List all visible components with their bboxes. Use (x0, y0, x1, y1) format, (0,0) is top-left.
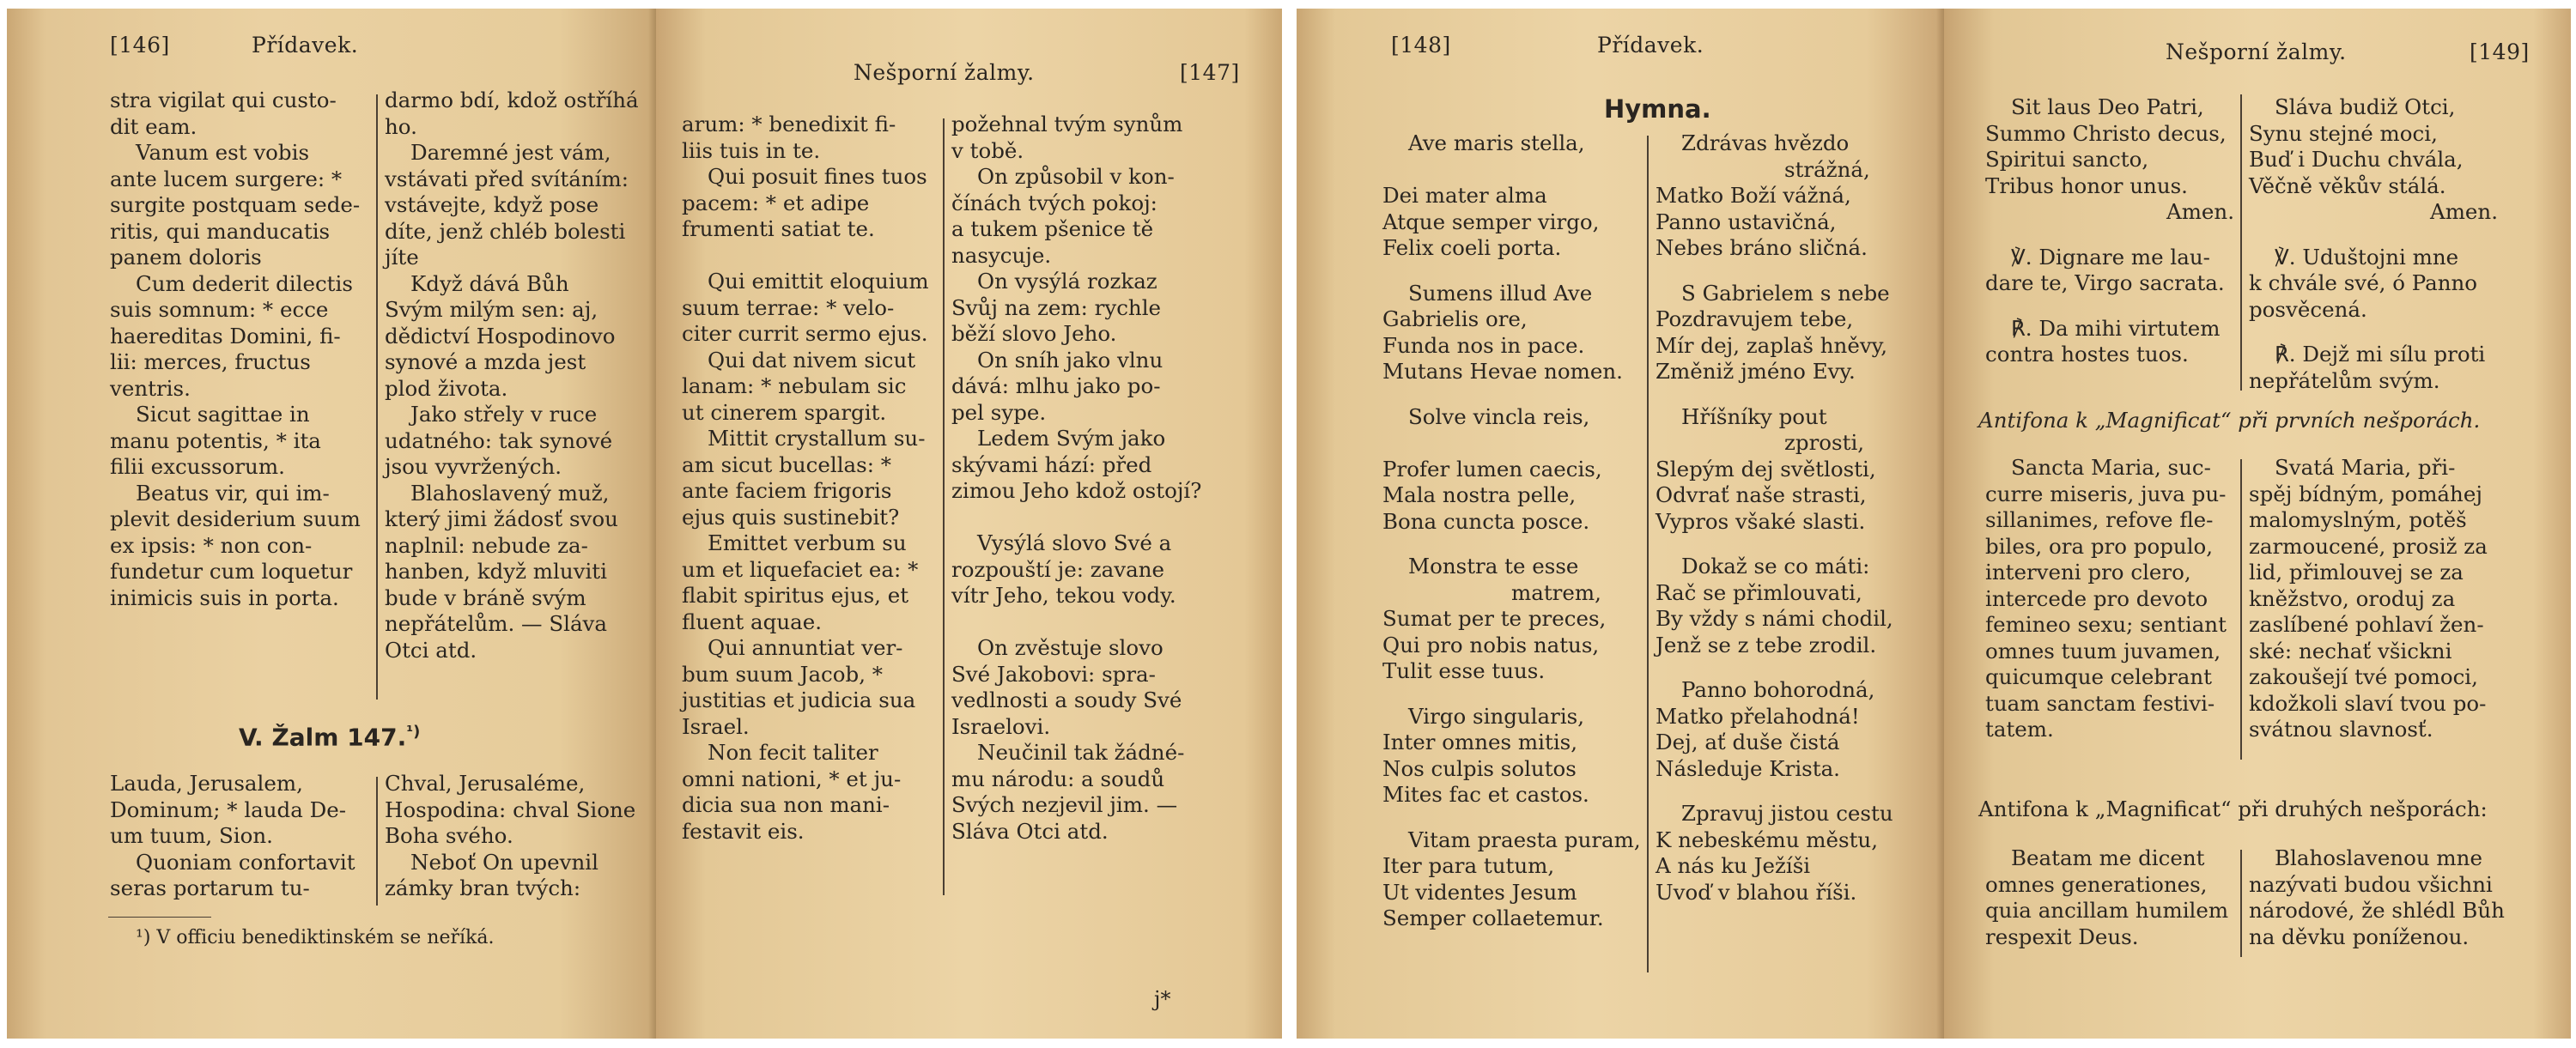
text-line: Profer lumen caecis, (1382, 456, 1602, 482)
text-line: běží slovo Jeho. (951, 321, 1117, 346)
text-line: Semper collaetemur. (1382, 906, 1604, 930)
text-line: Jenž se z tebe zrodil. (1656, 632, 1877, 657)
text-line: Iter para tutum, (1382, 853, 1555, 878)
text-line: ℣. Uduštojni mne (2275, 244, 2459, 270)
text-line: skývami hází: před (951, 451, 1152, 477)
text-line: Mittit crystallum su- (708, 426, 926, 451)
text-line: Non fecit taliter (708, 740, 878, 765)
text-line: lanam: * nebulam sic (682, 373, 907, 398)
text-line: Amen. (2166, 199, 2234, 224)
text-line: plevit desiderium suum (110, 506, 361, 531)
text-line: Uvoď v blahou říši. (1656, 879, 1857, 905)
text-line: Solve vincla reis, (1408, 403, 1590, 429)
text-line: Svatá Maria, při- (2275, 455, 2456, 480)
column-divider (2240, 94, 2242, 391)
czech-column (385, 88, 638, 663)
text-line: intercede pro devoto (1985, 585, 2208, 611)
text-line: seras portarum tu- (110, 875, 310, 900)
signature-mark: j* (1154, 987, 1171, 1011)
antiphon-first-vespers-heading: Antifona k „Magnificat“ při prvních nešporách. (1978, 408, 2481, 433)
text-line: Qui annuntiat ver- (708, 635, 903, 660)
text-line: Tribus honor unus. (1985, 173, 2188, 198)
text-line: suis somnum: * ecce (110, 297, 329, 322)
text-line: dicia sua non mani- (682, 792, 890, 817)
text-line (951, 609, 1200, 636)
text-line: Cum dederit dilectis (136, 270, 353, 296)
text-line: Pozdravujem tebe, (1656, 306, 1854, 331)
text-line: flabit spiritus ejus, et (682, 583, 909, 608)
text-line: matrem, (1511, 579, 1601, 605)
text-line: pel sype. (951, 399, 1047, 425)
text-line: manu potentis, * ita (110, 427, 321, 453)
text-line: zámky bran tvých: (385, 875, 581, 900)
text-line: omnes tuum juvamen, (1985, 638, 2221, 663)
text-line: On vysýlá rozkaz (977, 269, 1157, 294)
text-line: Gabrielis ore, (1382, 306, 1528, 331)
text-line: naplnil: nebude za- (385, 532, 588, 558)
text-line: čínách tvých pokoj: (951, 190, 1157, 215)
text-line: zimou Jeho kdož ostojí? (951, 478, 1202, 503)
text-line: Následuje Krista. (1656, 755, 1840, 781)
antiphon-2-czech (2249, 845, 2505, 969)
stanza (1656, 281, 1905, 385)
text-line: Mír dej, zaplaš hněvy, (1656, 332, 1888, 358)
text-line: Dej, ať duše čistá (1656, 730, 1840, 754)
text-line: ventris. (110, 375, 191, 401)
text-block (1985, 245, 2234, 297)
text-line: nepřátelům svým. (2249, 367, 2440, 393)
text-line: filii excussorum. (110, 454, 285, 479)
text-line: darmo bdí, kdož ostříhá (385, 88, 639, 112)
page-number: [148] (1391, 33, 1451, 58)
text-line: Funda nos in pace. (1382, 332, 1585, 358)
text-block (2249, 342, 2498, 394)
text-block (1985, 845, 2234, 950)
text-line: jíte (385, 245, 419, 270)
latin-hymn (1382, 130, 1640, 951)
stanza (1656, 130, 1905, 262)
stanza (1656, 554, 1905, 658)
text-line: Israel. (682, 713, 750, 739)
text-line: Felix coeli porta. (1382, 235, 1562, 260)
text-line: zaslíbené pohlaví žen- (2249, 612, 2484, 637)
text-line: Věčně věkův stálá. (2249, 173, 2446, 198)
text-line: rozpouští je: zavane (951, 556, 1165, 582)
text-line: Svých nezjevil jim. — (951, 792, 1178, 817)
text-line: bum suum Jacob, * (682, 661, 884, 687)
text-line: Slepým dej světlosti, (1656, 456, 1876, 482)
page-149 (1944, 9, 2571, 1039)
footnote-mark: ¹) (406, 723, 421, 741)
text-line: Tulit esse tuus. (1382, 658, 1546, 683)
text-line: Když dává Bůh (410, 270, 569, 296)
text-line: Sit laus Deo Patri, (2011, 94, 2204, 119)
text-line: Své Jakobovi: spra- (951, 661, 1156, 687)
text-line: Vanum est vobis (136, 140, 310, 165)
text-line: Summo Christo decus, (1985, 120, 2227, 146)
text-line: zprosti, (1784, 430, 1865, 455)
text-line: Otci atd. (385, 637, 477, 663)
text-block (2249, 455, 2498, 743)
text-block (2249, 245, 2498, 324)
text-line: dává: mlhu jako po- (951, 373, 1161, 398)
text-block (2249, 845, 2505, 950)
page-number: [147] (1180, 60, 1240, 85)
text-line: am sicut bucellas: * (682, 451, 891, 477)
text-line: udatného: tak synové (385, 427, 613, 453)
stanza (1656, 677, 1905, 782)
text-line: ante faciem frigoris (682, 478, 892, 503)
text-line: inimicis suis in porta. (110, 585, 339, 610)
text-line: Buď i Duchu chvála, (2249, 147, 2464, 172)
text-line: Neučinil tak žádné- (977, 740, 1185, 765)
text-line: ritis, qui manducatis (110, 218, 331, 244)
text-line: Panno bohorodná, (1681, 677, 1875, 702)
text-line: Odvrať naše strasti, (1656, 482, 1867, 507)
page-146 (7, 9, 656, 1039)
text-line: Změniž jméno Evy. (1656, 359, 1856, 384)
stanza (1382, 554, 1640, 685)
column-divider (943, 118, 945, 895)
text-line: vedlnosti a soudy Své (951, 688, 1182, 712)
footnote: ¹) V officiu benediktinském se neříká. (136, 927, 495, 948)
stanza (1382, 404, 1640, 536)
text-line: quicumque celebrant (1985, 664, 2212, 689)
text-line: pacem: * et adipe (682, 190, 870, 215)
text-line: Bona cuncta posce. (1382, 508, 1590, 534)
text-line: spěj bídným, pomáhej (2249, 481, 2482, 506)
text-line: hanben, když mluviti (385, 559, 607, 584)
text-line: Monstra te esse (1408, 554, 1579, 579)
stanza (1382, 130, 1640, 262)
text-line: malomyslným, potěš (2249, 507, 2467, 532)
text-line: K nebeskému městu, (1656, 827, 1878, 852)
column-divider (1647, 136, 1649, 972)
text-line: On zvěstuje slovo (977, 635, 1163, 660)
running-head: Přídavek. (1597, 33, 1704, 58)
column-divider-2 (2240, 459, 2242, 760)
text-line: Ut videntes Jesum (1382, 879, 1577, 905)
text-line: um tuum, Sion. (110, 823, 273, 848)
text-block (1985, 94, 2234, 226)
text-line: Emittet verbum su (708, 530, 907, 555)
text-line: Ave maris stella, (1408, 130, 1585, 155)
right-spread (1297, 9, 2571, 1039)
text-line: Zdrávas hvězdo (1681, 130, 1850, 155)
text-line: Sláva budiž Otci, (2275, 94, 2456, 119)
text-line: zakoušejí tvé pomoci, (2249, 664, 2478, 689)
text-line: Beatus vir, qui im- (136, 480, 330, 506)
text-line: na děvku poníženou. (2249, 924, 2470, 949)
text-line: contra hostes tuos. (1985, 342, 2189, 366)
text-line: vstávati před svítáním: (385, 166, 629, 191)
text-line: Hospodina: chval Sione (385, 797, 636, 822)
column-divider-2 (376, 777, 378, 906)
text-line: dědictví Hospodinovo (385, 323, 616, 348)
text-line: panem doloris (110, 245, 262, 270)
text-line: plod života. (385, 375, 508, 401)
czech-column-2 (385, 771, 638, 902)
text-line: S Gabrielem s nebe (1681, 280, 1890, 306)
text-line: Sancta Maria, suc- (2011, 455, 2211, 480)
text-line: Panno ustavičná, (1656, 209, 1837, 234)
text-line: jsou vyvržených. (385, 454, 562, 479)
page-number: [146] (110, 33, 170, 58)
text-line: Sláva Otci atd. (951, 818, 1109, 844)
psalm-title: V. Žalm 147. (239, 723, 407, 752)
antiphon-second-vespers-heading: Antifona k „Magnificat“ při druhých nešporách: (1978, 797, 2488, 821)
doxology-czech (2249, 94, 2498, 413)
footnote-rule (108, 917, 211, 918)
text-line: lid, přimlouvej se za (2249, 560, 2464, 585)
text-line: stra vigilat qui custo- (110, 88, 337, 112)
running-head: Nešporní žalmy. (2166, 39, 2347, 64)
text-line: femineo sexu; sentiant (1985, 612, 2227, 637)
text-line: Beatam me dicent (2011, 845, 2205, 870)
text-line: lii: merces, fructus (110, 349, 311, 374)
text-line: Zpravuj jistou cestu (1681, 801, 1893, 826)
text-line: Vitam praesta puram, (1408, 827, 1641, 852)
text-line: Atque semper virgo, (1382, 209, 1600, 234)
text-line: mu národu: a soudů (951, 766, 1165, 791)
page-148 (1297, 9, 1944, 1039)
text-line: kněžstvo, oroduj za (2249, 585, 2456, 611)
text-line: zarmoucené, prosiž za (2249, 533, 2488, 559)
latin-column (110, 88, 372, 611)
text-line: Nos culpis solutos (1382, 755, 1577, 781)
text-line: Virgo singularis, (1408, 703, 1585, 729)
text-line: Svým milým sen: aj, (385, 297, 598, 322)
text-line: Hříšníky pout (1681, 403, 1827, 429)
text-line: sillanimes, refove fle- (1985, 507, 2214, 532)
psalm-heading (239, 723, 420, 751)
text-line: ex ipsis: * non con- (110, 532, 313, 558)
text-line: svátnou slavnosť. (2249, 717, 2433, 742)
text-line: Sumat per te preces, (1382, 606, 1607, 631)
text-line (951, 505, 1200, 531)
czech-column (951, 112, 1200, 845)
text-line: Boha svého. (385, 823, 513, 848)
stanza (1656, 404, 1905, 536)
text-line: tatem. (1985, 717, 2054, 742)
text-line: On způsobil v kon- (977, 164, 1175, 189)
antiphon-1-latin (1985, 455, 2234, 762)
text-line: Matko přelahodná! (1656, 703, 1860, 729)
text-line: citer currit sermo ejus. (682, 321, 928, 346)
text-line: liis tuis in te. (682, 137, 821, 163)
text-line: který jimi žádosť svou (385, 506, 618, 531)
text-line (1382, 430, 1640, 457)
latin-column-2 (110, 771, 372, 902)
text-line: Lauda, Jerusalem, (110, 771, 303, 796)
text-line: suum terrae: * velo- (682, 294, 895, 320)
text-line: Qui emittit eloquium (708, 269, 929, 294)
stanza (1382, 704, 1640, 809)
running-head: Nešporní žalmy. (854, 60, 1035, 85)
text-line: Ledem Svým jako (977, 426, 1166, 451)
text-line: Mites fac et castos. (1382, 782, 1589, 807)
text-line: On sníh jako vlnu (977, 347, 1163, 373)
text-line: surgite postquam sede- (110, 192, 361, 217)
hymn-heading: Hymna. (1604, 94, 1711, 124)
text-line: ejus quis sustinebit? (682, 504, 900, 530)
text-line: arum: * benedixit fi- (682, 112, 896, 136)
stanza (1382, 827, 1640, 932)
text-line: vítr Jeho, tekou vody. (951, 583, 1176, 608)
text-line: v tobě. (951, 137, 1024, 163)
text-line: požehnal tvým synům (951, 112, 1183, 136)
text-line: A nás ku Ježíši (1656, 853, 1811, 878)
text-line: posvěcená. (2249, 296, 2367, 322)
column-divider (376, 94, 378, 700)
text-line: Sicut sagittae in (136, 402, 310, 427)
text-line: ut cinerem spargit. (682, 399, 887, 425)
text-line: ho. (385, 113, 417, 139)
text-line: Matko Boží vážná, (1656, 183, 1851, 208)
text-line: Dokaž se co máti: (1681, 554, 1870, 579)
text-line: Dominum; * lauda De- (110, 797, 347, 822)
text-line: By vždy s námi chodil, (1656, 606, 1893, 631)
text-line: nasycuje. (951, 242, 1052, 268)
text-line: kdožkoli slaví tvou po- (2249, 690, 2487, 716)
text-line: respexit Deus. (1985, 924, 2139, 949)
text-line: biles, ora pro populo, (1985, 533, 2214, 559)
text-line: Inter omnes mitis, (1382, 730, 1578, 754)
text-line: synové a mzda jest (385, 349, 586, 374)
stanza (1382, 281, 1640, 385)
text-line: Mala nostra pelle, (1382, 482, 1577, 507)
text-line: omni nationi, * et ju- (682, 766, 902, 791)
text-line: Daremné jest vám, (410, 140, 611, 165)
text-line: a tukem pšenice tě (951, 216, 1154, 241)
text-line: ℟. Dejž mi sílu proti (2275, 342, 2486, 366)
text-line: Spiritui sancto, (1985, 147, 2149, 172)
text-line: strážná, (1784, 156, 1870, 182)
text-line: Dei mater alma (1382, 183, 1547, 208)
text-line: dit eam. (110, 113, 197, 139)
text-line: Synu stejné moci, (2249, 120, 2438, 146)
text-line: frumenti satiat te. (682, 216, 875, 241)
text-line: k chvále své, ó Panno (2249, 270, 2478, 295)
text-block (1985, 316, 2234, 368)
text-line: Sumens illud Ave (1408, 280, 1593, 306)
latin-column (682, 112, 935, 845)
text-line: dare te, Virgo sacrata. (1985, 270, 2225, 295)
text-line (682, 243, 935, 270)
text-line: um et liquefaciet ea: * (682, 556, 919, 582)
text-line: Vypros všaké slasti. (1656, 508, 1866, 534)
text-line: justitias et judicia sua (682, 688, 916, 712)
text-line: quia ancillam humilem (1985, 898, 2229, 923)
text-block (1985, 455, 2234, 743)
text-line: ℟. Da mihi virtutem (2011, 315, 2221, 341)
text-line: fluent aquae. (682, 609, 822, 634)
text-line: Mutans Hevae nomen. (1382, 359, 1623, 384)
text-line: Neboť On upevnil (410, 849, 598, 875)
text-line: vstávejte, když pose (385, 192, 599, 217)
text-line: fundetur cum loquetur (110, 559, 353, 584)
text-line: národové, že shlédl Bůh (2249, 898, 2505, 923)
text-line: nazývati budou všichni (2249, 871, 2493, 897)
antiphon-2-latin (1985, 845, 2234, 969)
text-line: omnes generationes, (1985, 871, 2208, 897)
text-line: interveni pro clero, (1985, 560, 2191, 585)
text-line: Vysýlá slovo Své a (977, 530, 1172, 555)
text-line: Jako střely v ruce (410, 402, 598, 427)
text-line: Qui pro nobis natus, (1382, 632, 1600, 657)
text-line: Svůj na zem: rychle (951, 294, 1162, 320)
page-number: [149] (2470, 39, 2530, 64)
text-line: bude v bráně svým (385, 585, 586, 610)
stanza (1656, 801, 1905, 906)
text-line: festavit eis. (682, 818, 805, 844)
text-line: Amen. (2430, 199, 2498, 224)
text-block (2249, 94, 2498, 226)
text-line: Rač se přimlouvati, (1656, 579, 1862, 605)
antiphon-1-czech (2249, 455, 2498, 762)
left-spread (7, 9, 1282, 1039)
text-line: haereditas Domini, fi- (110, 323, 341, 348)
czech-hymn (1656, 130, 1905, 924)
text-line (1382, 157, 1640, 184)
text-line: Chval, Jerusaléme, (385, 771, 586, 796)
text-line: Blahoslavenou mne (2275, 845, 2482, 870)
text-line: Blahoslavený muž, (410, 480, 610, 506)
column-divider-3 (2240, 850, 2242, 957)
text-line: ante lucem surgere: * (110, 166, 343, 191)
text-line: Quoniam confortavit (136, 849, 355, 875)
doxology-latin (1985, 94, 2234, 387)
page-147 (656, 9, 1282, 1039)
text-line: Qui dat nivem sicut (708, 347, 916, 373)
text-line: Israelovi. (951, 713, 1051, 739)
text-line: Nebes bráno sličná. (1656, 235, 1868, 260)
text-line: tuam sanctam festivi- (1985, 690, 2215, 716)
text-line: Qui posuit fines tuos (708, 164, 927, 189)
text-line: ℣. Dignare me lau- (2011, 244, 2210, 270)
running-head: Přídavek. (252, 33, 359, 58)
text-line: díte, jenž chléb bolesti (385, 218, 626, 244)
text-line: nepřátelům. — Sláva (385, 611, 608, 636)
text-line: curre miseris, juva pu- (1985, 481, 2227, 506)
text-line: ské: nechať všickni (2249, 638, 2452, 663)
